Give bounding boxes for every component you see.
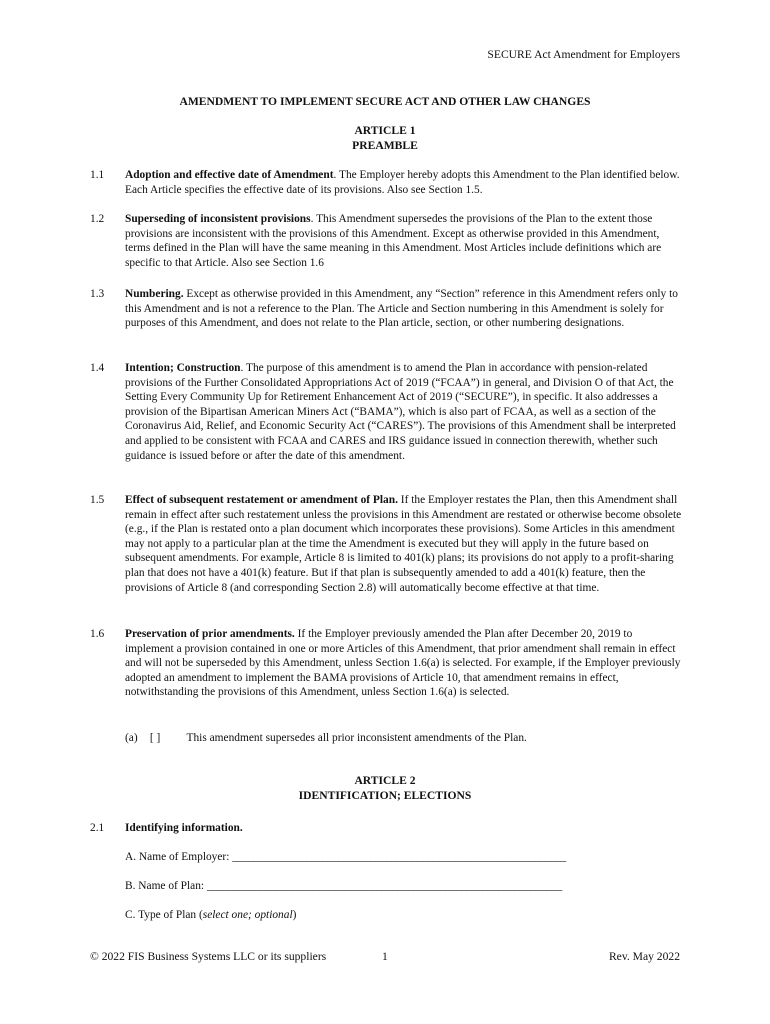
option-1-6-a xyxy=(125,731,527,746)
section-number: 1.6 xyxy=(90,628,105,640)
page-number: 1 xyxy=(382,950,388,963)
copyright-notice: © 2022 FIS Business Systems LLC or its suppliers xyxy=(90,950,327,963)
plan-type-field: C. Type of Plan (select one; optional) xyxy=(125,909,297,921)
section-heading: Preservation of prior amendments. xyxy=(125,628,295,640)
section-text: The purpose of this amendment is to amend the Plan in accordance with pension-related provisions of the Further Consolidated Appropriations Act of 2019 (“FCAA”) in general, and Division O of that Act, the Setting Every Community Up for Retirement Enhancement Act of 2019 (“SECURE”), in specific. It also addresses a provision of the Bipartisan American Miners Act (“BAMA”), which is also part of FCAA, as well as a section of the Coronavirus Aid, Relief, and Economic Security Act (“CARES”). The provisions of this Amendment shall be interpreted and applied to be consistent with FCAA and CARES and IRS guidance issued in connection therewith, whether such guidance is issued before or after the date of this amendment. xyxy=(125,362,676,462)
section-heading: Identifying information. xyxy=(125,822,243,834)
article-1-label: ARTICLE 1 xyxy=(354,124,416,137)
section-number: 1.3 xyxy=(90,288,105,300)
section-text: If the Employer previously amended the Plan after December 20, 2019 to implement a provision contained in one or more Articles of this Amendment, that prior amendment shall remain in effect and will not be superseded by this Amendment, unless Section 1.6(a) is selected. For example, if the Employer previously adopted an amendment to implement the BAMA provisions of Article 10, that amendment remains in effect, notwithstanding the provisions of this Amendment, unless Section 1.6(a) is selected. xyxy=(125,628,681,699)
employer-name-label: A. Name of Employer: xyxy=(125,851,230,863)
section-number: 1.2 xyxy=(90,213,105,225)
section-body xyxy=(125,287,682,331)
article-2-name: IDENTIFICATION; ELECTIONS xyxy=(298,788,472,802)
plan-type-label: C. Type of Plan ( xyxy=(125,909,203,921)
section-number: 1.4 xyxy=(90,362,105,374)
section-text: Except as otherwise provided in this Amendment, any “Section” reference in this Amendment refers only to this Amendment and is not a reference to the Plan. The Article and Section numbering in this Amendment is solely for purposes of this Amendment, and does not relate to the Plan article, section, or other numbering designations. xyxy=(125,288,678,330)
section-1-2 xyxy=(90,212,682,270)
running-header: SECURE Act Amendment for Employers xyxy=(487,48,680,61)
supersede-checkbox[interactable]: [ ] xyxy=(149,732,161,744)
section-heading: Superseding of inconsistent provisions xyxy=(125,213,311,225)
section-text: If the Employer restates the Plan, then this Amendment shall remain in effect after such restatement unless the provisions in this Amendment are restated or otherwise become obsolete (e.g., if the Plan is restated onto a plan document which incorporates these provisions). Some Articles in this amendment may not apply to a particular plan at the time the Amendment is executed but they will apply in the future based on subsequent amendments. For example, Article 8 is limited to 401(k) plans; its provisions do not apply to a profit-sharing plan that does not have a 401(k) feature. But if that plan is subsequently amended to add a 401(k) feature, then the provisions of Article 8 (and corresponding Section 2.8) will automatically become effective at that time. xyxy=(125,494,682,594)
section-body: Adoption and effective date of Amendment. The Employer hereby adopts this Amendment to the Plan identified below. Each Article specifies the effective date of its provisions. Also see Section 1.5. xyxy=(125,169,680,196)
section-heading: Numbering. xyxy=(125,288,184,300)
section-1-3 xyxy=(90,287,682,331)
section-number: 1.1 xyxy=(90,169,105,181)
section-body xyxy=(125,493,682,595)
document-title: AMENDMENT TO IMPLEMENT SECURE ACT AND OTHER LAW CHANGES xyxy=(179,95,591,108)
revision-date: Rev. May 2022 xyxy=(608,950,680,963)
article-2-heading xyxy=(0,774,770,803)
section-number: 2.1 xyxy=(90,822,105,834)
plan-name-input[interactable]: ___________________________________________________________________ xyxy=(206,880,562,892)
section-text: The Employer hereby adopts this Amendment to the Plan identified below. Each Article specifies the effective date of its provisions. Also see Section 1.5. xyxy=(125,169,680,196)
plan-name-label: B. Name of Plan: xyxy=(125,880,205,892)
section-1-1 xyxy=(90,168,682,197)
employer-name-field xyxy=(125,850,566,865)
section-1-4 xyxy=(90,361,682,463)
section-body xyxy=(125,627,682,700)
section-heading: Effect of subsequent restatement or amendment of Plan. xyxy=(125,494,398,506)
option-label: (a) xyxy=(125,732,138,744)
employer-name-input[interactable]: _______________________________________________________________ xyxy=(232,851,566,863)
section-number: 1.5 xyxy=(90,494,105,506)
plan-type-hint: select one; optional xyxy=(202,909,293,921)
section-1-6 xyxy=(90,627,682,700)
section-text: This Amendment supersedes the provisions of the Plan to the extent those provisions are inconsistent with the provisions of this Amendment. Except as otherwise provided in this Amendment, terms defined in the Plan will have the same meaning in this Amendment. Most Articles include definitions which are specific to that Article. Also see Section 1.6 xyxy=(125,213,662,269)
article-2-label: ARTICLE 2 xyxy=(354,774,416,787)
section-body: Intention; Construction. The purpose of this amendment is to amend the Plan in accordance with pension-related provisions of the Further Consolidated Appropriations Act of 2019 (“FCAA”) in general, and Division O of that Act, the Setting Every Community Up for Retirement Enhancement Act of 2019 (“SECURE”), in specific. It also addresses a provision of the Bipartisan American Miners Act (“BAMA”), which is also part of FCAA, as well as a section of the Coronavirus Aid, Relief, and Economic Security Act (“CARES”). The provisions of this Amendment shall be interpreted and applied to be consistent with FCAA and CARES and IRS guidance issued in connection therewith, whether such guidance is issued before or after the date of this amendment. xyxy=(125,362,676,462)
section-heading: Adoption and effective date of Amendment xyxy=(125,169,334,181)
section-body xyxy=(125,821,682,836)
plan-name-field xyxy=(125,879,562,894)
section-body: Superseding of inconsistent provisions. This Amendment supersedes the provisions of the Plan to the extent those provisions are inconsistent with the provisions of this Amendment. Except as otherwise provided in this Amendment, terms defined in the Plan will have the same meaning in this Amendment. Most Articles include definitions which are specific to that Article. Also see Section 1.6 xyxy=(125,213,662,269)
section-heading: Intention; Construction xyxy=(125,362,241,374)
article-1-name: PREAMBLE xyxy=(352,138,418,152)
section-2-1 xyxy=(90,821,682,836)
article-1-heading xyxy=(0,124,770,153)
option-text: This amendment supersedes all prior inconsistent amendments of the Plan. xyxy=(186,732,527,744)
section-1-5 xyxy=(90,493,682,595)
